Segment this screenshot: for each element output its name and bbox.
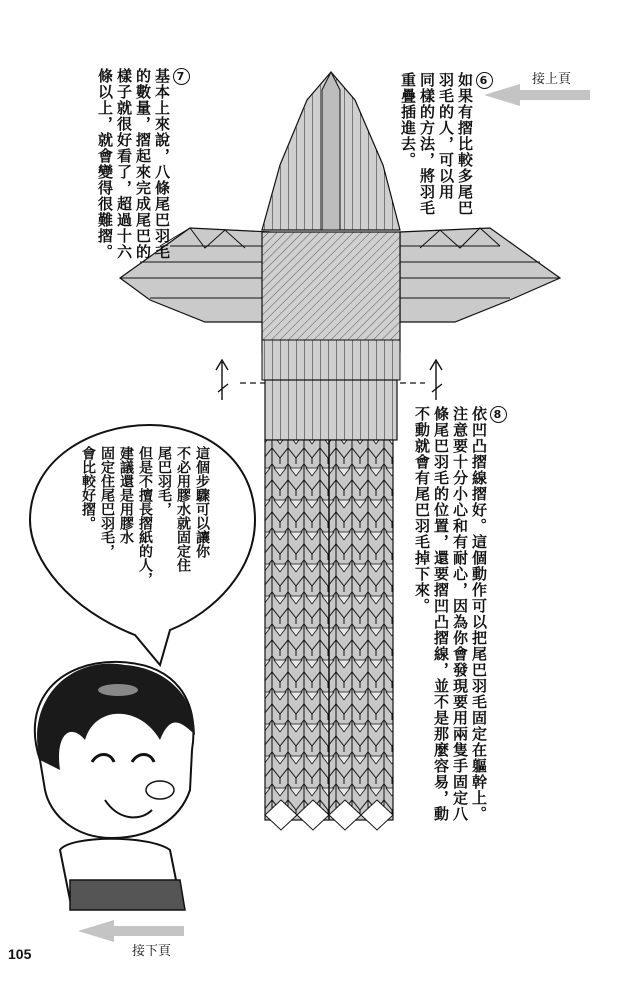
prev-page-arrow xyxy=(484,84,590,106)
step-6-number: 6 xyxy=(476,72,493,89)
step-7-line-1: 基本上來說，八條尾巴羽毛 xyxy=(153,68,171,260)
step-7-number: 7 xyxy=(173,68,190,85)
speech-bubble-text xyxy=(78,446,211,596)
step-8-line-1: 依凹凸摺線摺好。這個動作可以把尾巴羽毛固定在軀幹上。 xyxy=(470,406,488,822)
bubble-line-2: 不必用膠水就固定住 xyxy=(175,446,191,572)
step-7-text xyxy=(95,68,190,308)
step-6-text xyxy=(398,72,493,282)
bubble-line-1: 這個步驟可以讓你 xyxy=(194,446,210,558)
step-8-number: 8 xyxy=(490,406,507,423)
model-body xyxy=(262,232,400,352)
cartoon-character xyxy=(35,662,195,910)
page-number: 105 xyxy=(8,946,32,962)
step-6-line-4: 重疊插進去。 xyxy=(399,72,417,168)
next-page-arrow xyxy=(78,920,184,942)
bubble-line-3: 尾巴羽毛， xyxy=(156,446,172,516)
step-6-line-2: 羽毛的人，可以用 xyxy=(437,72,455,200)
prev-page-label: 接上頁 xyxy=(532,72,572,87)
bubble-line-5: 建議還是用膠水 xyxy=(118,446,134,544)
bubble-line-6: 固定住尾巴羽毛， xyxy=(99,446,115,558)
step-7-line-2: 的數量，摺起來完成尾巴的 xyxy=(134,68,152,260)
step-8-line-4: 不動就會有尾巴羽毛掉下來。 xyxy=(413,406,431,614)
model-spire xyxy=(262,72,400,230)
step-8-line-3: 條尾巴羽毛的位置，還要摺凹凸摺線，並不是那麼容易，動 xyxy=(432,406,450,822)
step-6-line-3: 同樣的方法，將羽毛 xyxy=(418,72,436,216)
step-7-line-3: 樣子就很好看了，超過十六 xyxy=(115,68,133,260)
step-8-line-2: 注意要十分小心和有耐心，因為你會發現要用兩隻手固定八 xyxy=(451,406,469,822)
step-6-line-1: 如果有摺比較多尾巴 xyxy=(456,72,474,216)
bubble-line-4: 但是不擅長摺紙的人， xyxy=(137,446,153,586)
step-8-text xyxy=(412,406,507,826)
next-page-label: 接下頁 xyxy=(132,944,172,959)
bubble-line-7: 會比較好摺。 xyxy=(80,446,96,530)
step-7-line-4: 條以上，就會變得很難摺。 xyxy=(96,68,114,260)
